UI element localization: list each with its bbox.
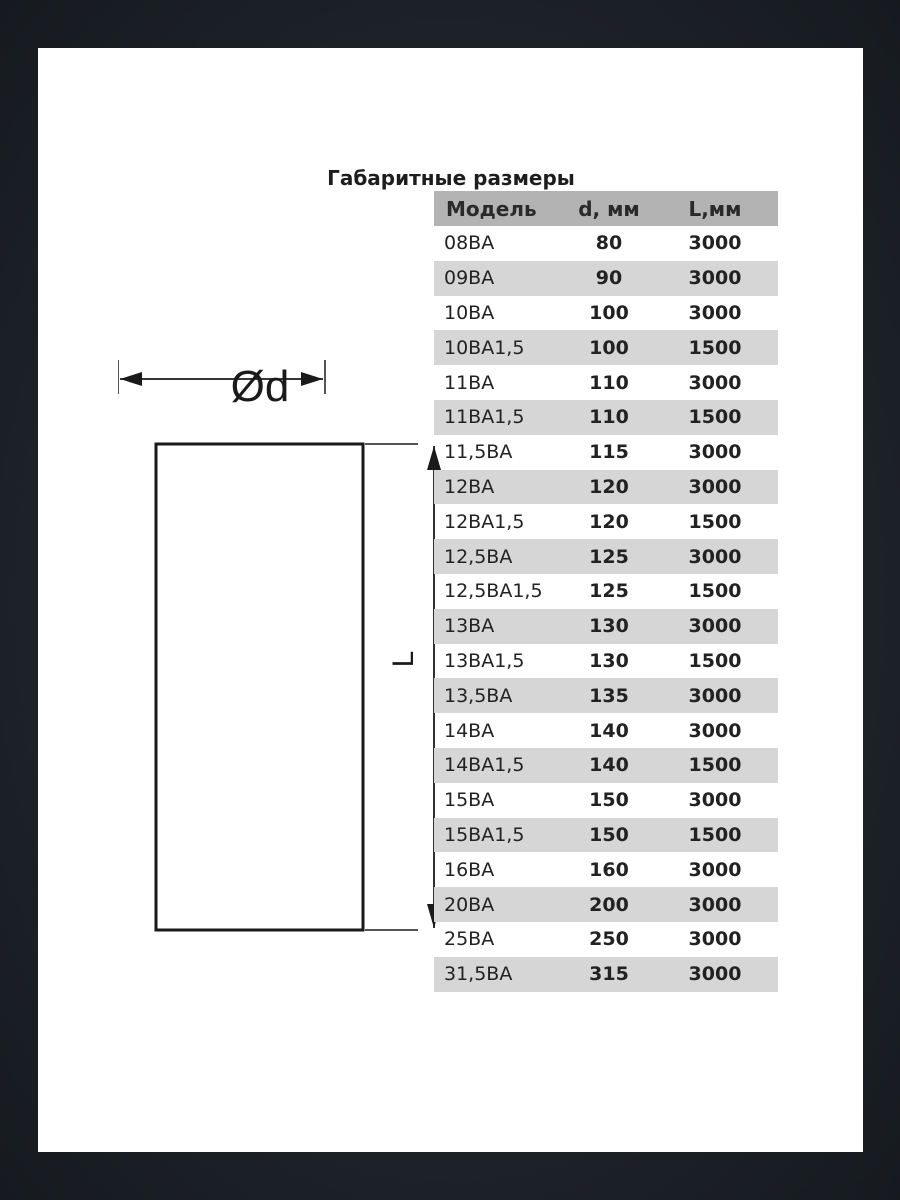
table-row xyxy=(434,296,778,331)
cell-length: 3000 xyxy=(688,928,742,951)
diameter-arrow-left xyxy=(120,372,142,386)
cell-model: 11ВА xyxy=(444,371,495,394)
cell-diameter: 100 xyxy=(589,336,629,359)
cell-diameter: 90 xyxy=(595,267,623,290)
table-row xyxy=(434,748,778,783)
table-row xyxy=(434,922,778,957)
cell-model: 09ВА xyxy=(444,267,495,290)
table-row xyxy=(434,609,778,644)
table-row xyxy=(434,365,778,400)
cell-model: 12,5ВА1,5 xyxy=(444,580,543,603)
cell-model: 13ВА1,5 xyxy=(444,649,525,672)
table-row xyxy=(434,574,778,609)
cell-diameter: 160 xyxy=(589,858,629,881)
table-row xyxy=(434,678,778,713)
table-row xyxy=(434,644,778,679)
header-diameter: d, мм xyxy=(578,196,640,221)
cell-model: 14ВА1,5 xyxy=(444,754,525,777)
cell-length: 3000 xyxy=(688,789,742,812)
cell-model: 14ВА xyxy=(444,719,495,742)
table-row xyxy=(434,330,778,365)
cell-length: 3000 xyxy=(688,232,742,255)
pipe-outline xyxy=(156,444,363,930)
cell-diameter: 250 xyxy=(589,928,629,951)
table-row xyxy=(434,852,778,887)
cell-length: 3000 xyxy=(688,441,742,464)
table-row xyxy=(434,435,778,470)
cell-diameter: 125 xyxy=(589,545,629,568)
cell-diameter: 135 xyxy=(589,684,629,707)
cell-diameter: 125 xyxy=(589,580,629,603)
cell-model: 13,5ВА xyxy=(444,684,513,707)
cell-length: 1500 xyxy=(688,406,742,429)
cell-diameter: 110 xyxy=(589,406,629,429)
diameter-arrow-right xyxy=(301,372,323,386)
cell-length: 3000 xyxy=(688,475,742,498)
table-row xyxy=(434,400,778,435)
cell-model: 13ВА xyxy=(444,615,495,638)
cell-length: 1500 xyxy=(688,754,742,777)
cell-model: 20ВА xyxy=(444,893,495,916)
cell-diameter: 315 xyxy=(589,963,629,986)
cell-diameter: 100 xyxy=(589,301,629,324)
cell-model: 12ВА xyxy=(444,475,495,498)
cell-diameter: 150 xyxy=(589,823,629,846)
cell-length: 3000 xyxy=(688,719,742,742)
cell-model: 10ВА1,5 xyxy=(444,336,525,359)
pipe-dimension-drawing xyxy=(118,310,458,950)
cell-length: 1500 xyxy=(688,823,742,846)
table-row xyxy=(434,504,778,539)
cell-length: 3000 xyxy=(688,684,742,707)
cell-diameter: 120 xyxy=(589,510,629,533)
cell-diameter: 130 xyxy=(589,615,629,638)
cell-diameter: 110 xyxy=(589,371,629,394)
table-row xyxy=(434,470,778,505)
cell-model: 10ВА xyxy=(444,301,495,324)
cell-length: 3000 xyxy=(688,615,742,638)
cell-diameter: 115 xyxy=(589,441,629,464)
cell-length: 3000 xyxy=(688,858,742,881)
cell-diameter: 130 xyxy=(589,649,629,672)
cell-length: 1500 xyxy=(688,336,742,359)
table-row xyxy=(434,539,778,574)
cell-model: 15ВА xyxy=(444,789,495,812)
cell-length: 3000 xyxy=(688,963,742,986)
table-row xyxy=(434,226,778,261)
cell-model: 12ВА1,5 xyxy=(444,510,525,533)
cell-length: 3000 xyxy=(688,371,742,394)
table-row xyxy=(434,261,778,296)
cell-model: 12,5ВА xyxy=(444,545,513,568)
table-body xyxy=(434,226,778,992)
page-title: Габаритные размеры xyxy=(327,166,575,190)
diameter-label: Ød xyxy=(230,362,290,411)
table-row xyxy=(434,713,778,748)
cell-diameter: 80 xyxy=(595,232,623,255)
cell-length: 1500 xyxy=(688,510,742,533)
table-row xyxy=(434,957,778,992)
cell-diameter: 150 xyxy=(589,789,629,812)
cell-model: 08ВА xyxy=(444,232,495,255)
cell-length: 3000 xyxy=(688,893,742,916)
cell-length: 1500 xyxy=(688,649,742,672)
cell-model: 25ВА xyxy=(444,928,495,951)
cell-model: 31,5ВА xyxy=(444,963,513,986)
table-header-row xyxy=(434,191,778,226)
cell-length: 1500 xyxy=(688,580,742,603)
table-row xyxy=(434,783,778,818)
cell-diameter: 120 xyxy=(589,475,629,498)
cell-diameter: 200 xyxy=(589,893,629,916)
length-label: L xyxy=(387,650,420,668)
cell-model: 11,5ВА xyxy=(444,441,513,464)
dimensions-table xyxy=(434,191,778,992)
header-length: L,мм xyxy=(688,196,742,221)
table-row xyxy=(434,818,778,853)
cell-diameter: 140 xyxy=(589,719,629,742)
cell-length: 3000 xyxy=(688,545,742,568)
document-sheet xyxy=(38,48,863,1152)
header-model: Модель xyxy=(446,196,537,221)
cell-model: 15ВА1,5 xyxy=(444,823,525,846)
cell-length: 3000 xyxy=(688,267,742,290)
cell-model: 16ВА xyxy=(444,858,495,881)
table-row xyxy=(434,887,778,922)
cell-length: 3000 xyxy=(688,301,742,324)
cell-model: 11ВА1,5 xyxy=(444,406,525,429)
cell-diameter: 140 xyxy=(589,754,629,777)
